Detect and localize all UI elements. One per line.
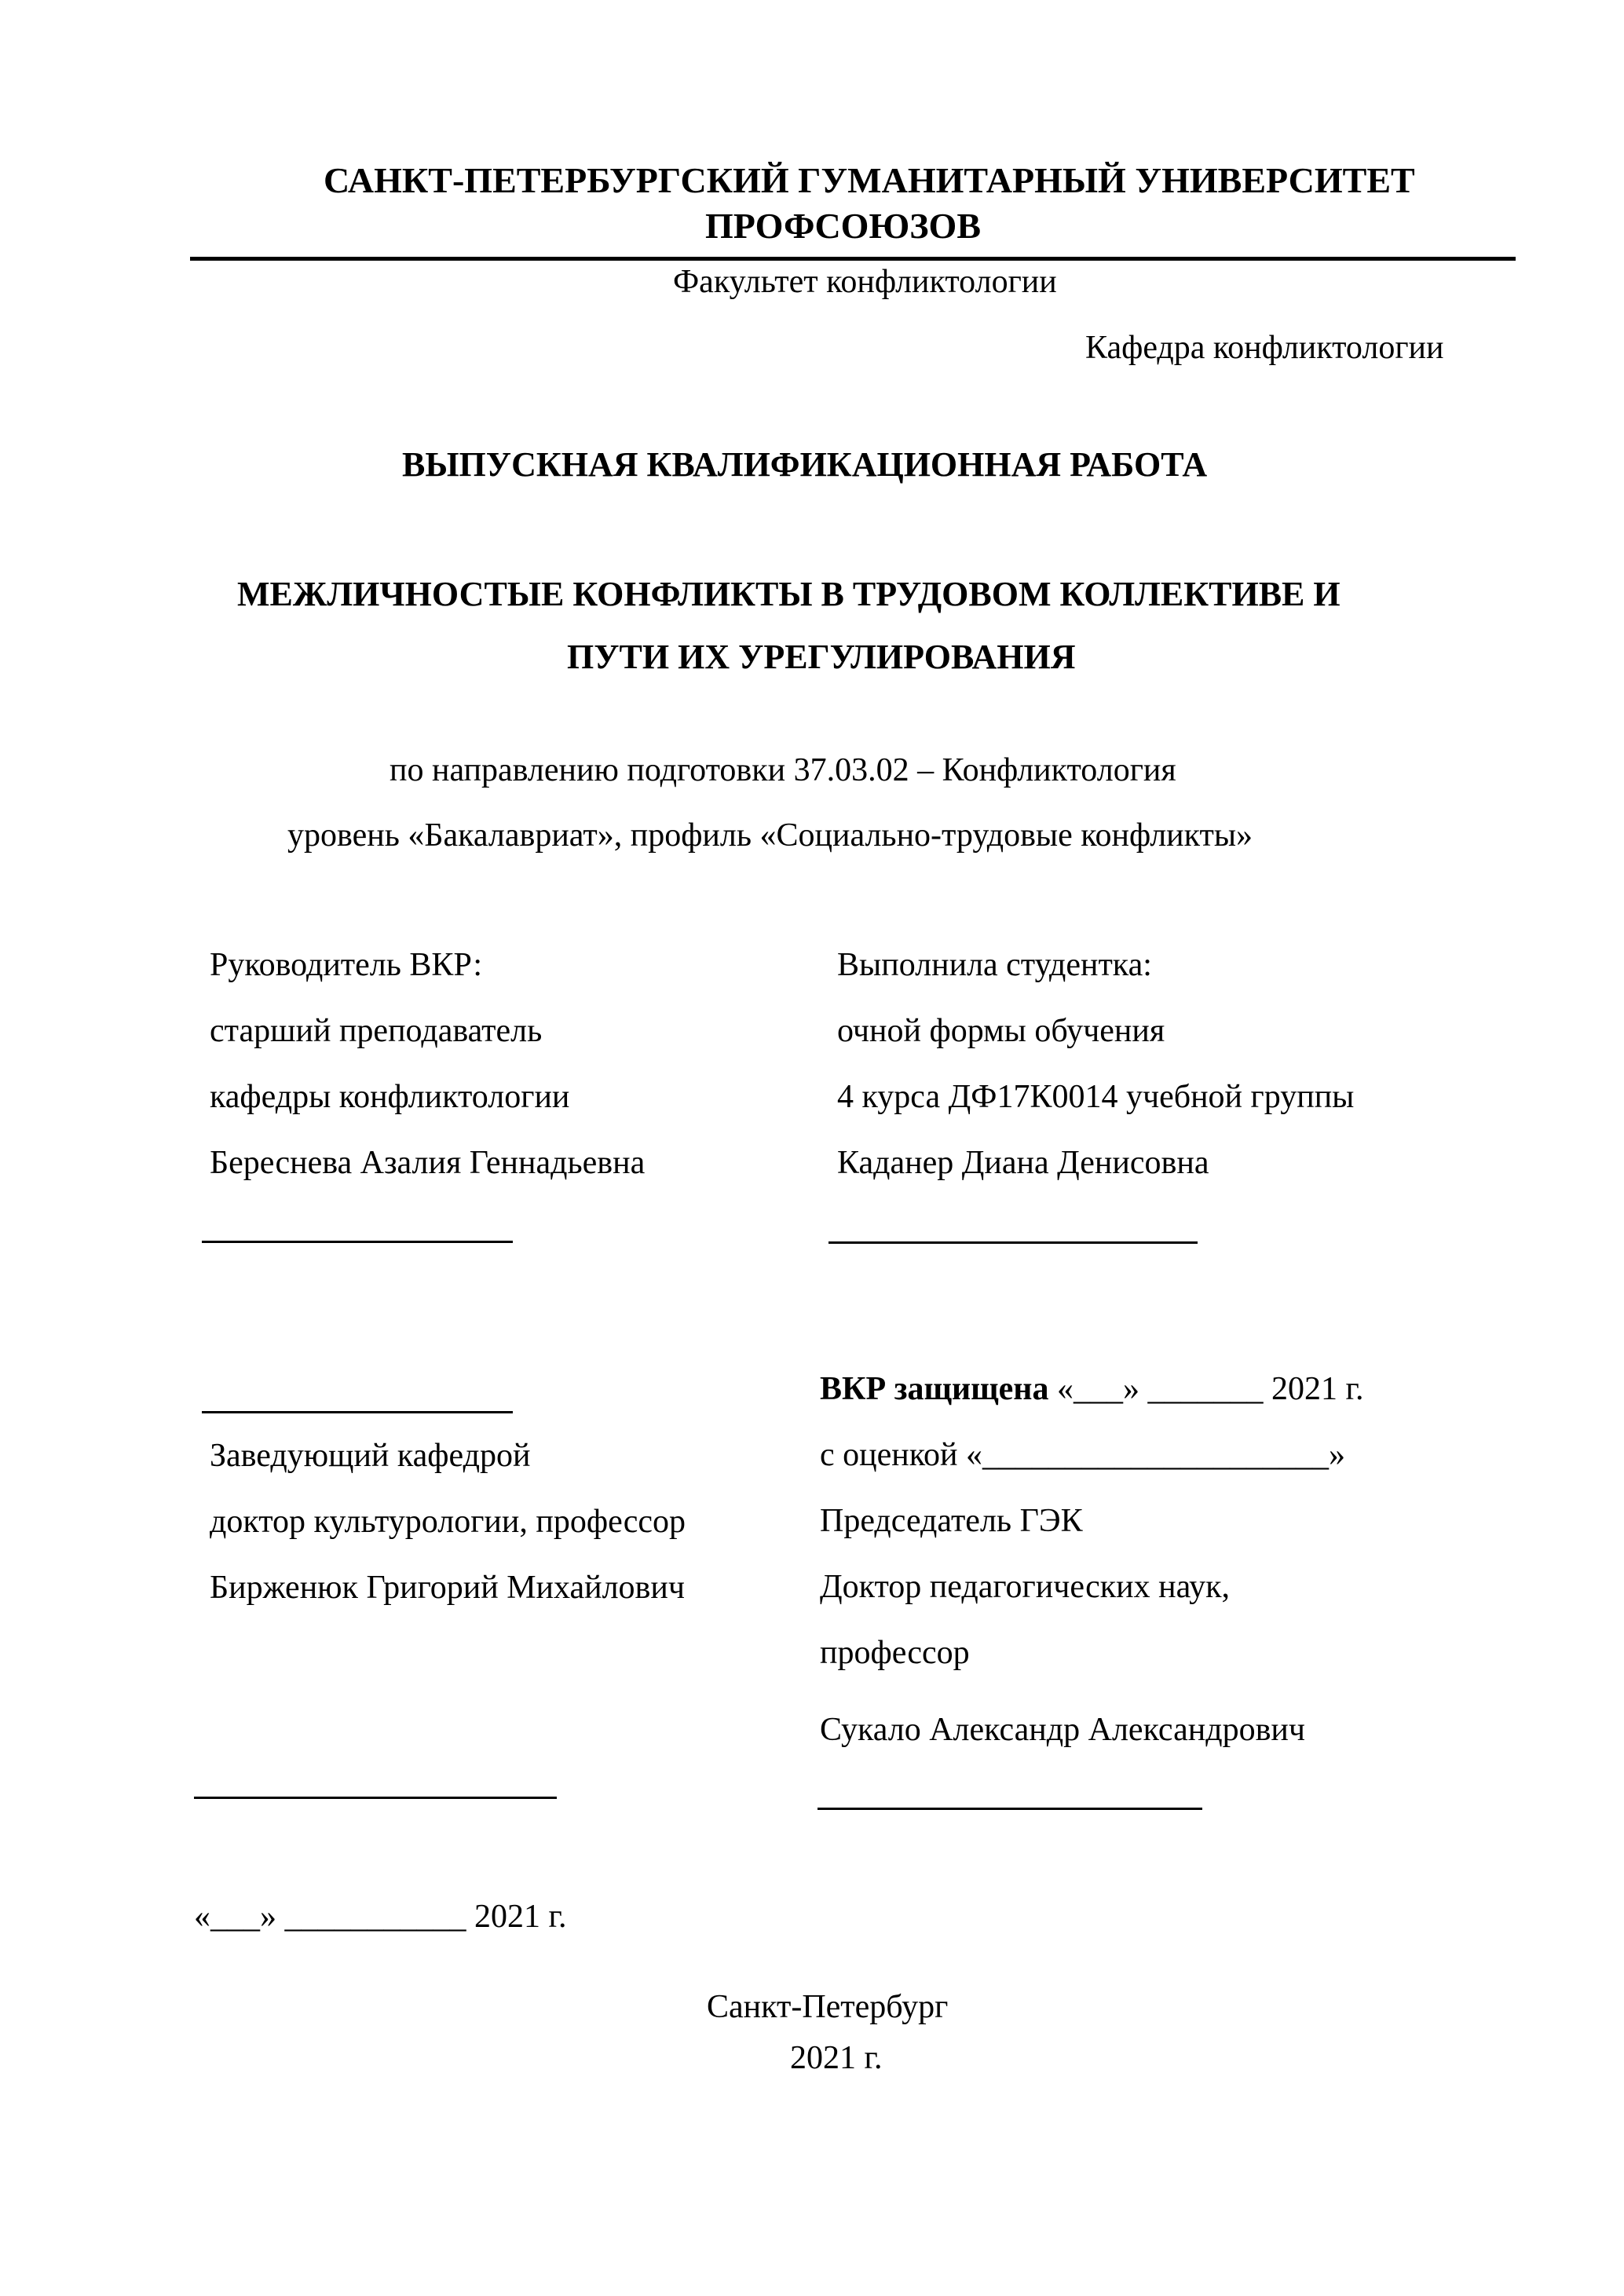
- defense-status: [820, 1373, 1363, 1406]
- head-degree: доктор культурологии, профессор: [210, 1504, 686, 1540]
- footer-city: Санкт-Петербург: [707, 1989, 949, 2025]
- signing-date: «___» ___________ 2021 г.: [194, 1899, 567, 1935]
- student-name: Каданер Диана Денисовна: [837, 1145, 1209, 1181]
- student-group: 4 курса ДФ17К0014 учебной группы: [837, 1079, 1355, 1115]
- work-type: ВЫПУСКНАЯ КВАЛИФИКАЦИОННАЯ РАБОТА: [402, 445, 1208, 484]
- head-title: Заведующий кафедрой: [210, 1438, 531, 1474]
- head-signature-line-top: [202, 1411, 513, 1413]
- chair-title: Председатель ГЭК: [820, 1503, 1083, 1539]
- supervisor-department: кафедры конфликтологии: [210, 1079, 570, 1115]
- thesis-title-line2: ПУТИ ИХ УРЕГУЛИРОВАНИЯ: [567, 638, 1076, 676]
- defense-label: ВКР защищена: [820, 1371, 1049, 1407]
- student-form: очной формы обучения: [837, 1013, 1165, 1049]
- supervisor-position: старший преподаватель: [210, 1013, 543, 1049]
- department-name: Кафедра конфликтологии: [1085, 330, 1444, 366]
- direction-line2: уровень «Бакалавриат», профиль «Социально-трудовые конфликты»: [287, 817, 1253, 854]
- defense-grade: с оценкой «_____________________»: [820, 1437, 1345, 1473]
- direction-line1: по направлению подготовки 37.03.02 – Конфликтология: [390, 752, 1176, 788]
- chair-rank: профессор: [820, 1635, 970, 1671]
- supervisor-signature-line: [202, 1241, 513, 1243]
- student-label: Выполнила студентка:: [837, 947, 1152, 983]
- defense-date-field: «___» _______ 2021 г.: [1048, 1371, 1364, 1407]
- student-signature-line: [828, 1241, 1198, 1244]
- university-name-line2: ПРОФСОЮЗОВ: [705, 206, 981, 246]
- faculty-name: Факультет конфликтологии: [673, 264, 1057, 300]
- thesis-title-line1: МЕЖЛИЧНОСТЫЕ КОНФЛИКТЫ В ТРУДОВОМ КОЛЛЕКТИВЕ И: [237, 575, 1341, 613]
- university-name-line1: САНКТ-ПЕТЕРБУРГСКИЙ ГУМАНИТАРНЫЙ УНИВЕРСИТЕТ: [324, 160, 1415, 200]
- head-name: Бирженюк Григорий Михайлович: [210, 1570, 685, 1606]
- chair-name: Сукало Александр Александрович: [820, 1712, 1306, 1748]
- supervisor-label: Руководитель ВКР:: [210, 947, 483, 983]
- chair-signature-line: [817, 1808, 1202, 1810]
- head-signature-line: [194, 1797, 557, 1799]
- header-divider: [190, 257, 1516, 261]
- footer-year: 2021 г.: [790, 2040, 883, 2076]
- supervisor-name: Береснева Азалия Геннадьевна: [210, 1145, 646, 1181]
- chair-degree: Доктор педагогических наук,: [820, 1569, 1230, 1605]
